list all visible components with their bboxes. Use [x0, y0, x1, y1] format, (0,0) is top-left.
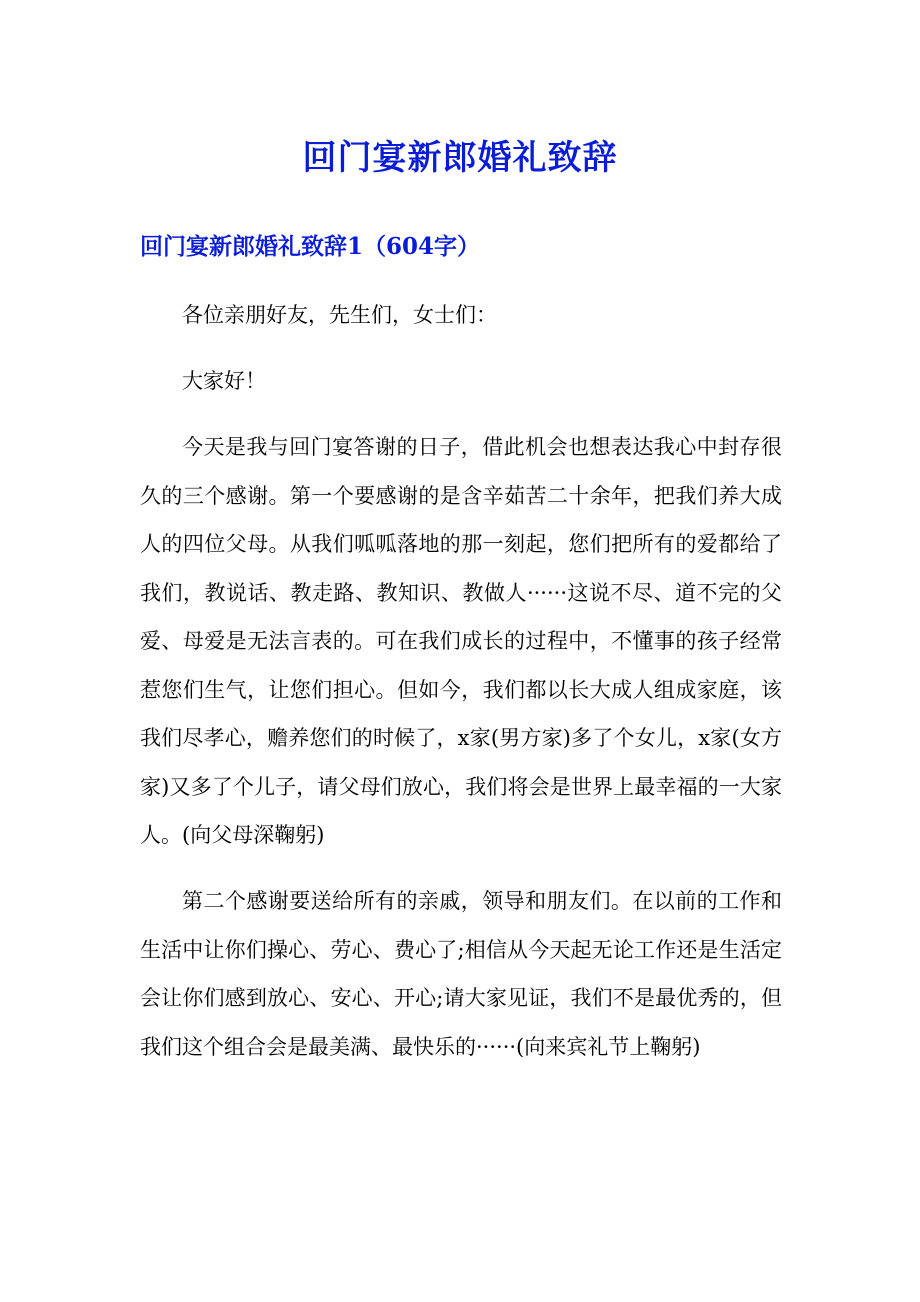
paragraph-greeting: 大家好！	[182, 369, 266, 393]
section-heading: 回门宴新郎婚礼致辞1（604字）	[140, 233, 481, 260]
paragraph-thanks-guests: 第二个感谢要送给所有的亲戚，领导和朋友们。在以前的工作和生活中让你们操心、劳心、费心了;相信从今天起无论工作还是生活定会让你们感到放心、安心、开心;请大家见证，我们不是最优秀的，但我们这个组合会是最美满、最快乐的······(向来宾礼节上鞠躬)	[140, 889, 782, 1059]
paragraph-salutation: 各位亲朋好友，先生们，女士们：	[182, 303, 497, 327]
document-title: 回门宴新郎婚礼致辞	[302, 138, 618, 178]
paragraph-thanks-parents: 今天是我与回门宴答谢的日子，借此机会也想表达我心中封存很久的三个感谢。第一个要感谢的是含辛茹苦二十余年，把我们养大成人的四位父母。从我们呱呱落地的那一刻起，您们把所有的爱都给了我们，教说话、教走路、教知识、教做人······这说不尽、道不完的父爱、母爱是无法言表的。可在我们成长的过程中，不懂事的孩子经常惹您们生气，让您们担心。但如今，我们都以长大成人组成家庭，该我们尽孝心，赡养您们的时候了，x家(男方家)多了个女儿，x家(女方家)又多了个儿子，请父母们放心，我们将会是世界上最幸福的一大家人。(向父母深鞠躬)	[140, 435, 782, 847]
